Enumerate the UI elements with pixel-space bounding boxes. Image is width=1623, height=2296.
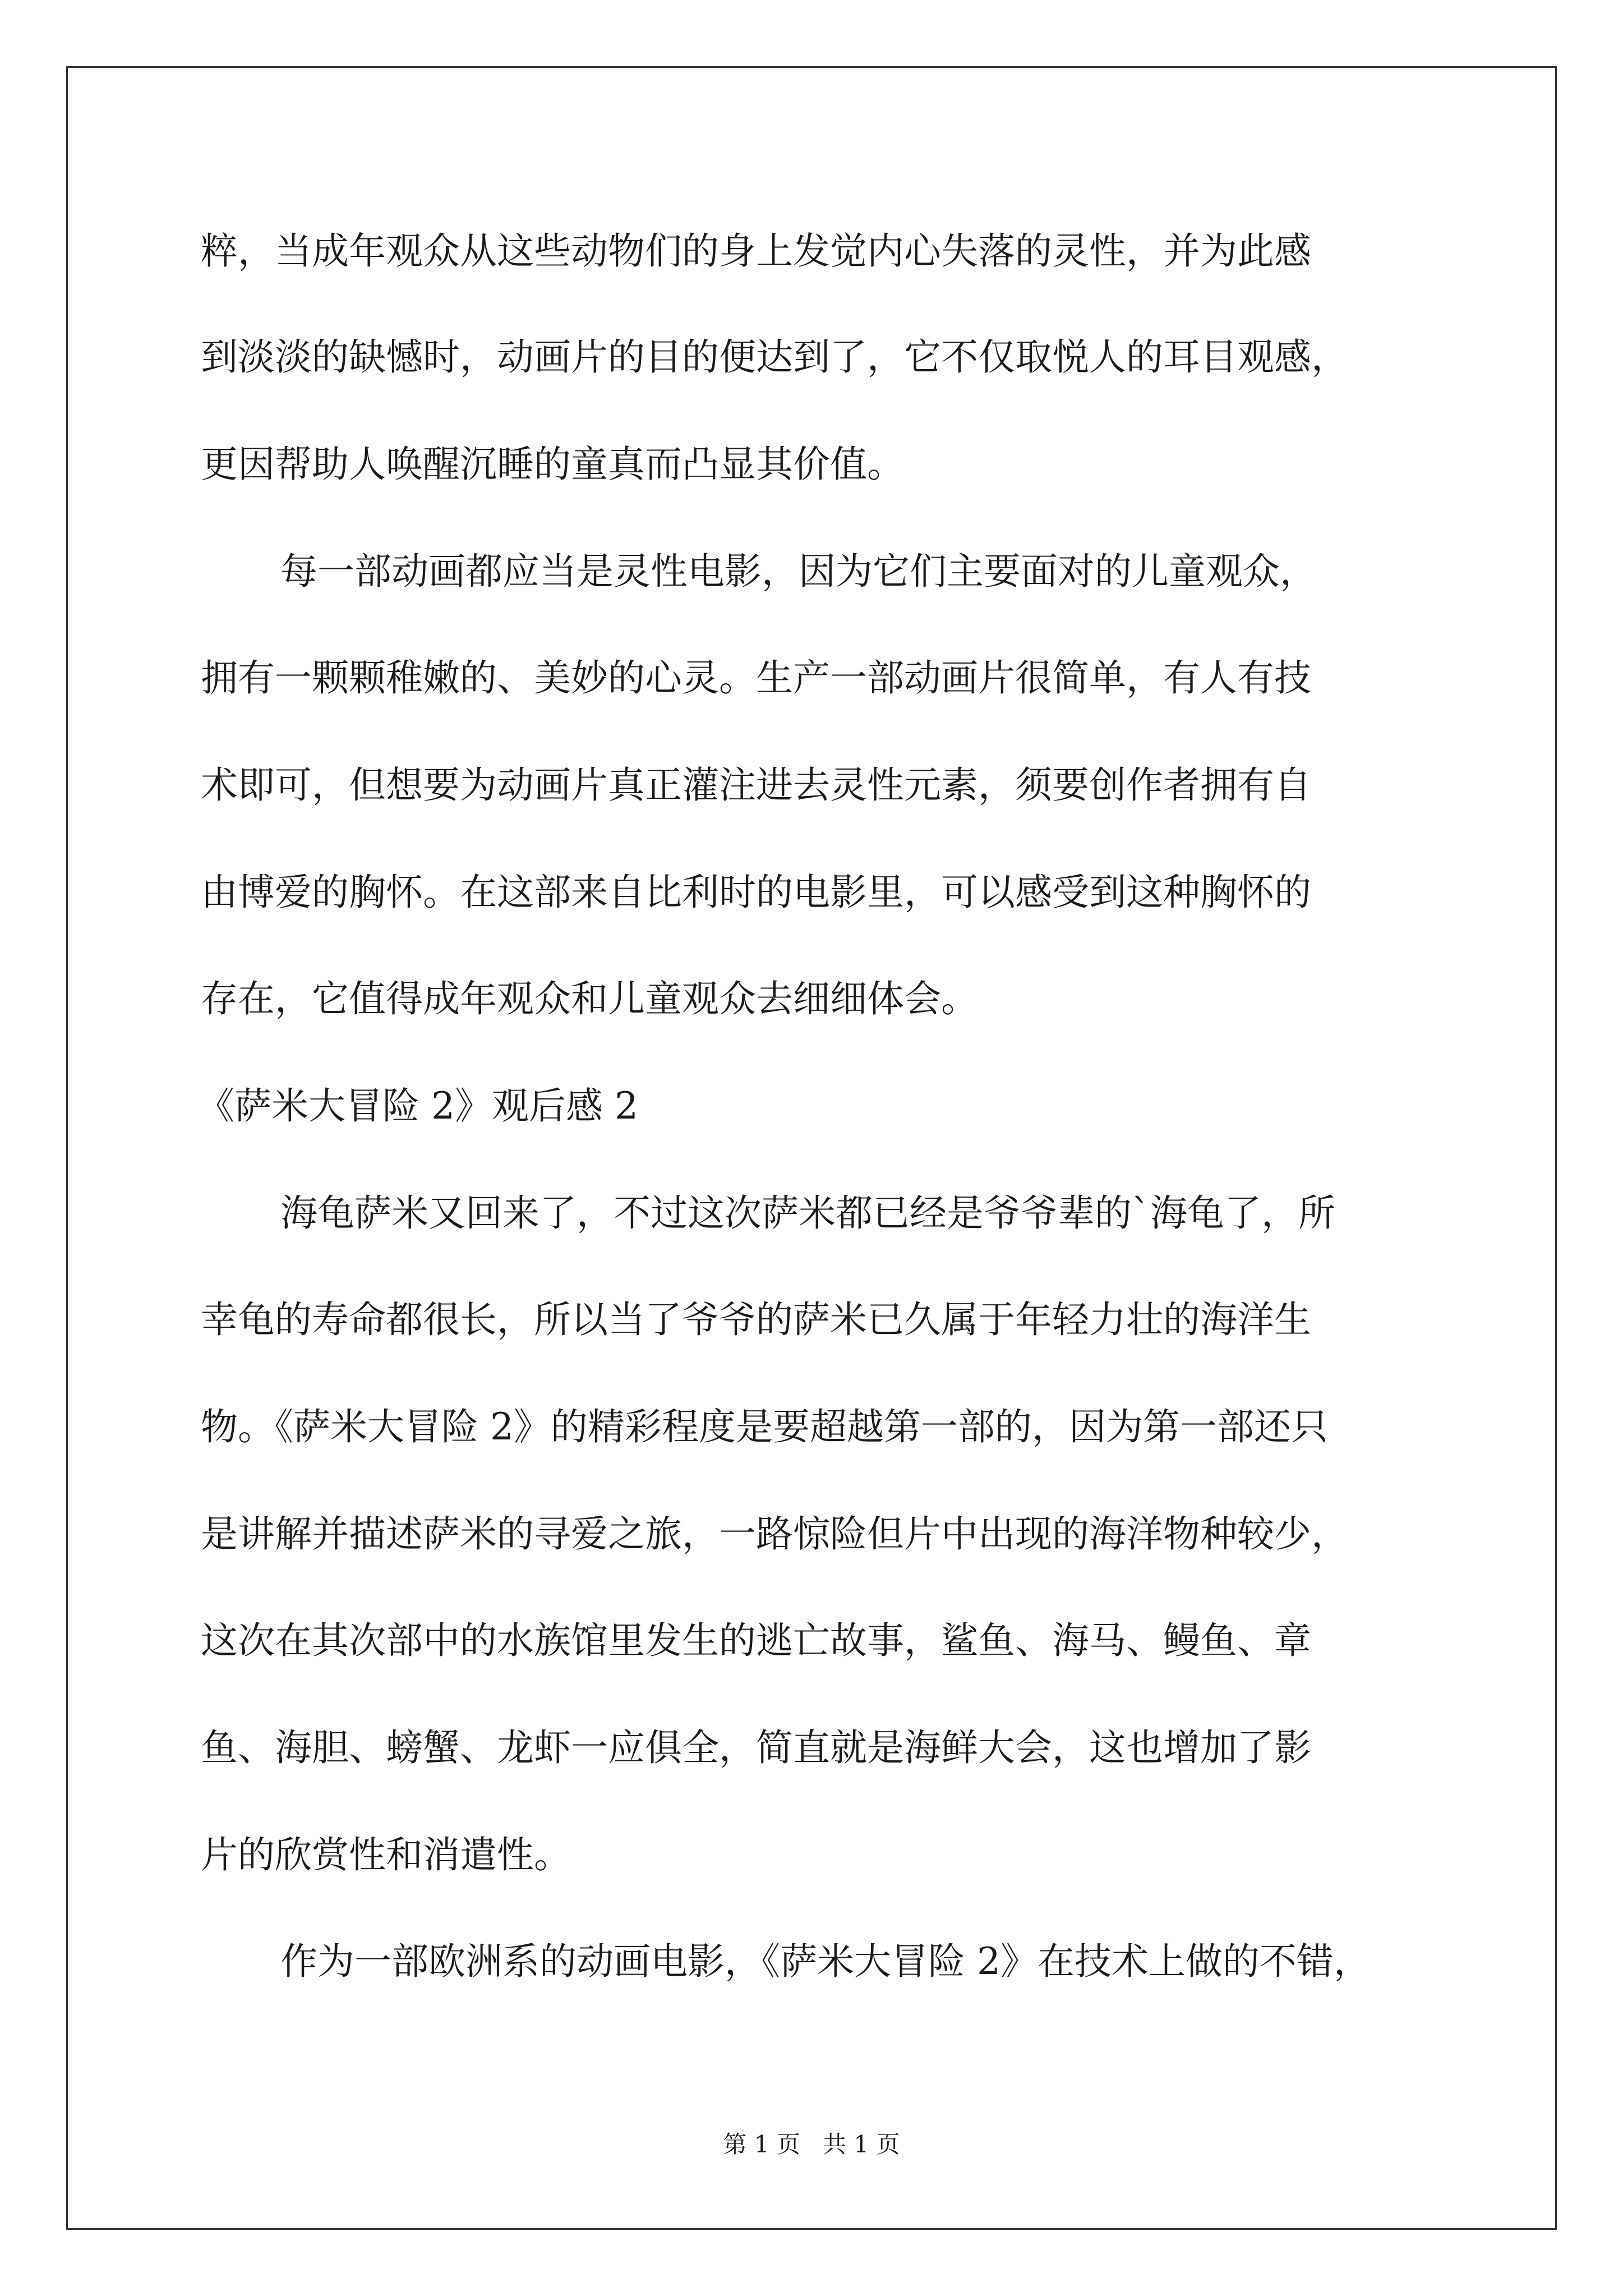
body-text-line: 这次在其次部中的水族馆里发生的逃亡故事，鲨鱼、海马、鳗鱼、章 (201, 1619, 1311, 1662)
body-text-line: 到淡淡的缺憾时，动画片的目的便达到了，它不仅取悦人的耳目观感， (201, 335, 1348, 379)
section-heading: 《萨米大冒险 2》观后感 2 (197, 1084, 638, 1128)
body-text-line: 粹，当成年观众从这些动物们的身上发觉内心失落的灵性，并为此感 (201, 229, 1311, 273)
body-text-line: 拥有一颗颗稚嫩的、美妙的心灵。生产一部动画片很简单，有人有技 (201, 656, 1311, 700)
body-text-line: 由博爱的胸怀。在这部来自比利时的电影里，可以感受到这种胸怀的 (201, 871, 1311, 914)
body-text-line: 鱼、海胆、螃蟹、龙虾一应俱全，简直就是海鲜大会，这也增加了影 (201, 1726, 1311, 1769)
page-border (66, 66, 1557, 2230)
paragraph-start-line: 作为一部欧洲系的动画电影，《萨米大冒险 2》在技术上做的不错， (280, 1940, 1371, 1983)
body-text-line: 更因帮助人唤醒沉睡的童真而凸显其价值。 (201, 443, 904, 486)
body-text-line: 幸龟的寿命都很长，所以当了爷爷的萨米已久属于年轻力壮的海洋生 (201, 1298, 1311, 1341)
paragraph-start-line: 海龟萨米又回来了，不过这次萨米都已经是爷爷辈的`海龟了，所 (280, 1191, 1335, 1235)
body-text-line: 片的欣赏性和消遣性。 (201, 1833, 571, 1876)
body-text-line: 术即可，但想要为动画片真正灌注进去灵性元素，须要创作者拥有自 (201, 763, 1311, 807)
page-footer: 第 1 页 共 1 页 (723, 2131, 900, 2158)
body-text-line: 是讲解并描述萨米的寻爱之旅，一路惊险但片中出现的海洋物种较少， (201, 1512, 1348, 1556)
body-text-line: 物。《萨米大冒险 2》的精彩程度是要超越第一部的，因为第一部还只 (201, 1405, 1328, 1448)
paragraph-start-line: 每一部动画都应当是灵性电影，因为它们主要面对的儿童观众， (280, 550, 1317, 593)
body-text-line: 存在，它值得成年观众和儿童观众去细细体会。 (201, 977, 978, 1020)
